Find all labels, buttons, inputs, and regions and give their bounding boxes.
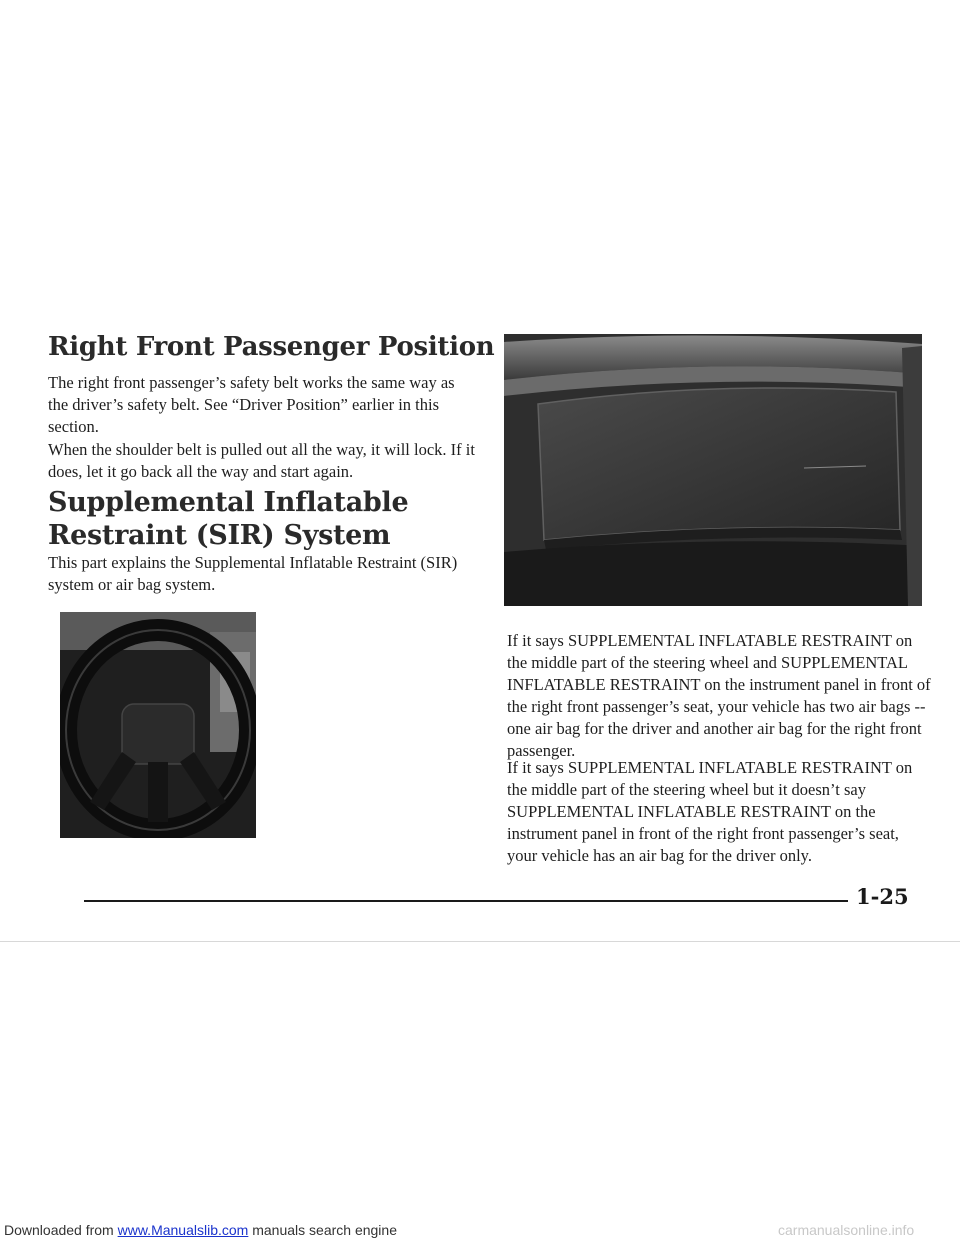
paragraph-shoulder-belt-lock: When the shoulder belt is pulled out all the way, it will lock. If it does, let it go back all the way and start again. xyxy=(48,440,475,481)
heading-sir-system: Supplemental Inflatable Restraint (SIR) System xyxy=(48,487,409,551)
manualslib-link[interactable]: www.Manualslib.com xyxy=(117,1222,249,1238)
paragraph-passenger-belt-same: The right front passenger’s safety belt works the same way as the driver’s safety belt. See “Driver Position” earlier in this section. xyxy=(48,373,455,436)
paragraph-sir-intro: This part explains the Supplemental Inflatable Restraint (SIR) system or air bag system. xyxy=(48,553,458,594)
steering-wheel-illustration xyxy=(60,612,256,838)
instrument-panel-airbag-photo xyxy=(504,334,922,606)
download-credit xyxy=(4,1222,397,1238)
paragraph-two-air-bags: If it says SUPPLEMENTAL INFLATABLE RESTRAINT on the middle part of the steering wheel and SUPPLEMENTAL INFLATABLE RESTRAINT on the instrument panel in front of the right front passenger’s seat, your vehicle has two air bags -- one air bag for the driver and another air bag for the right front passenger. xyxy=(507,631,931,760)
page-number: 1-25 xyxy=(856,884,909,909)
page-edge-rule xyxy=(0,941,960,942)
steering-wheel-airbag-photo xyxy=(60,612,256,838)
download-credit-prefix: Downloaded from xyxy=(4,1222,118,1238)
watermark-text: carmanualsonline.info xyxy=(778,1222,915,1238)
paragraph-driver-only: If it says SUPPLEMENTAL INFLATABLE RESTRAINT on the middle part of the steering wheel but it doesn’t say SUPPLEMENTAL INFLATABLE RESTRAINT on the instrument panel in front of the right front passenger’s seat, your vehicle has an air bag for the driver only. xyxy=(507,758,913,865)
instrument-panel-illustration xyxy=(504,334,922,606)
heading-right-front-passenger-position: Right Front Passenger Position xyxy=(48,332,495,362)
download-credit-suffix: manuals search engine xyxy=(248,1222,397,1238)
page-footer-rule xyxy=(84,900,848,902)
